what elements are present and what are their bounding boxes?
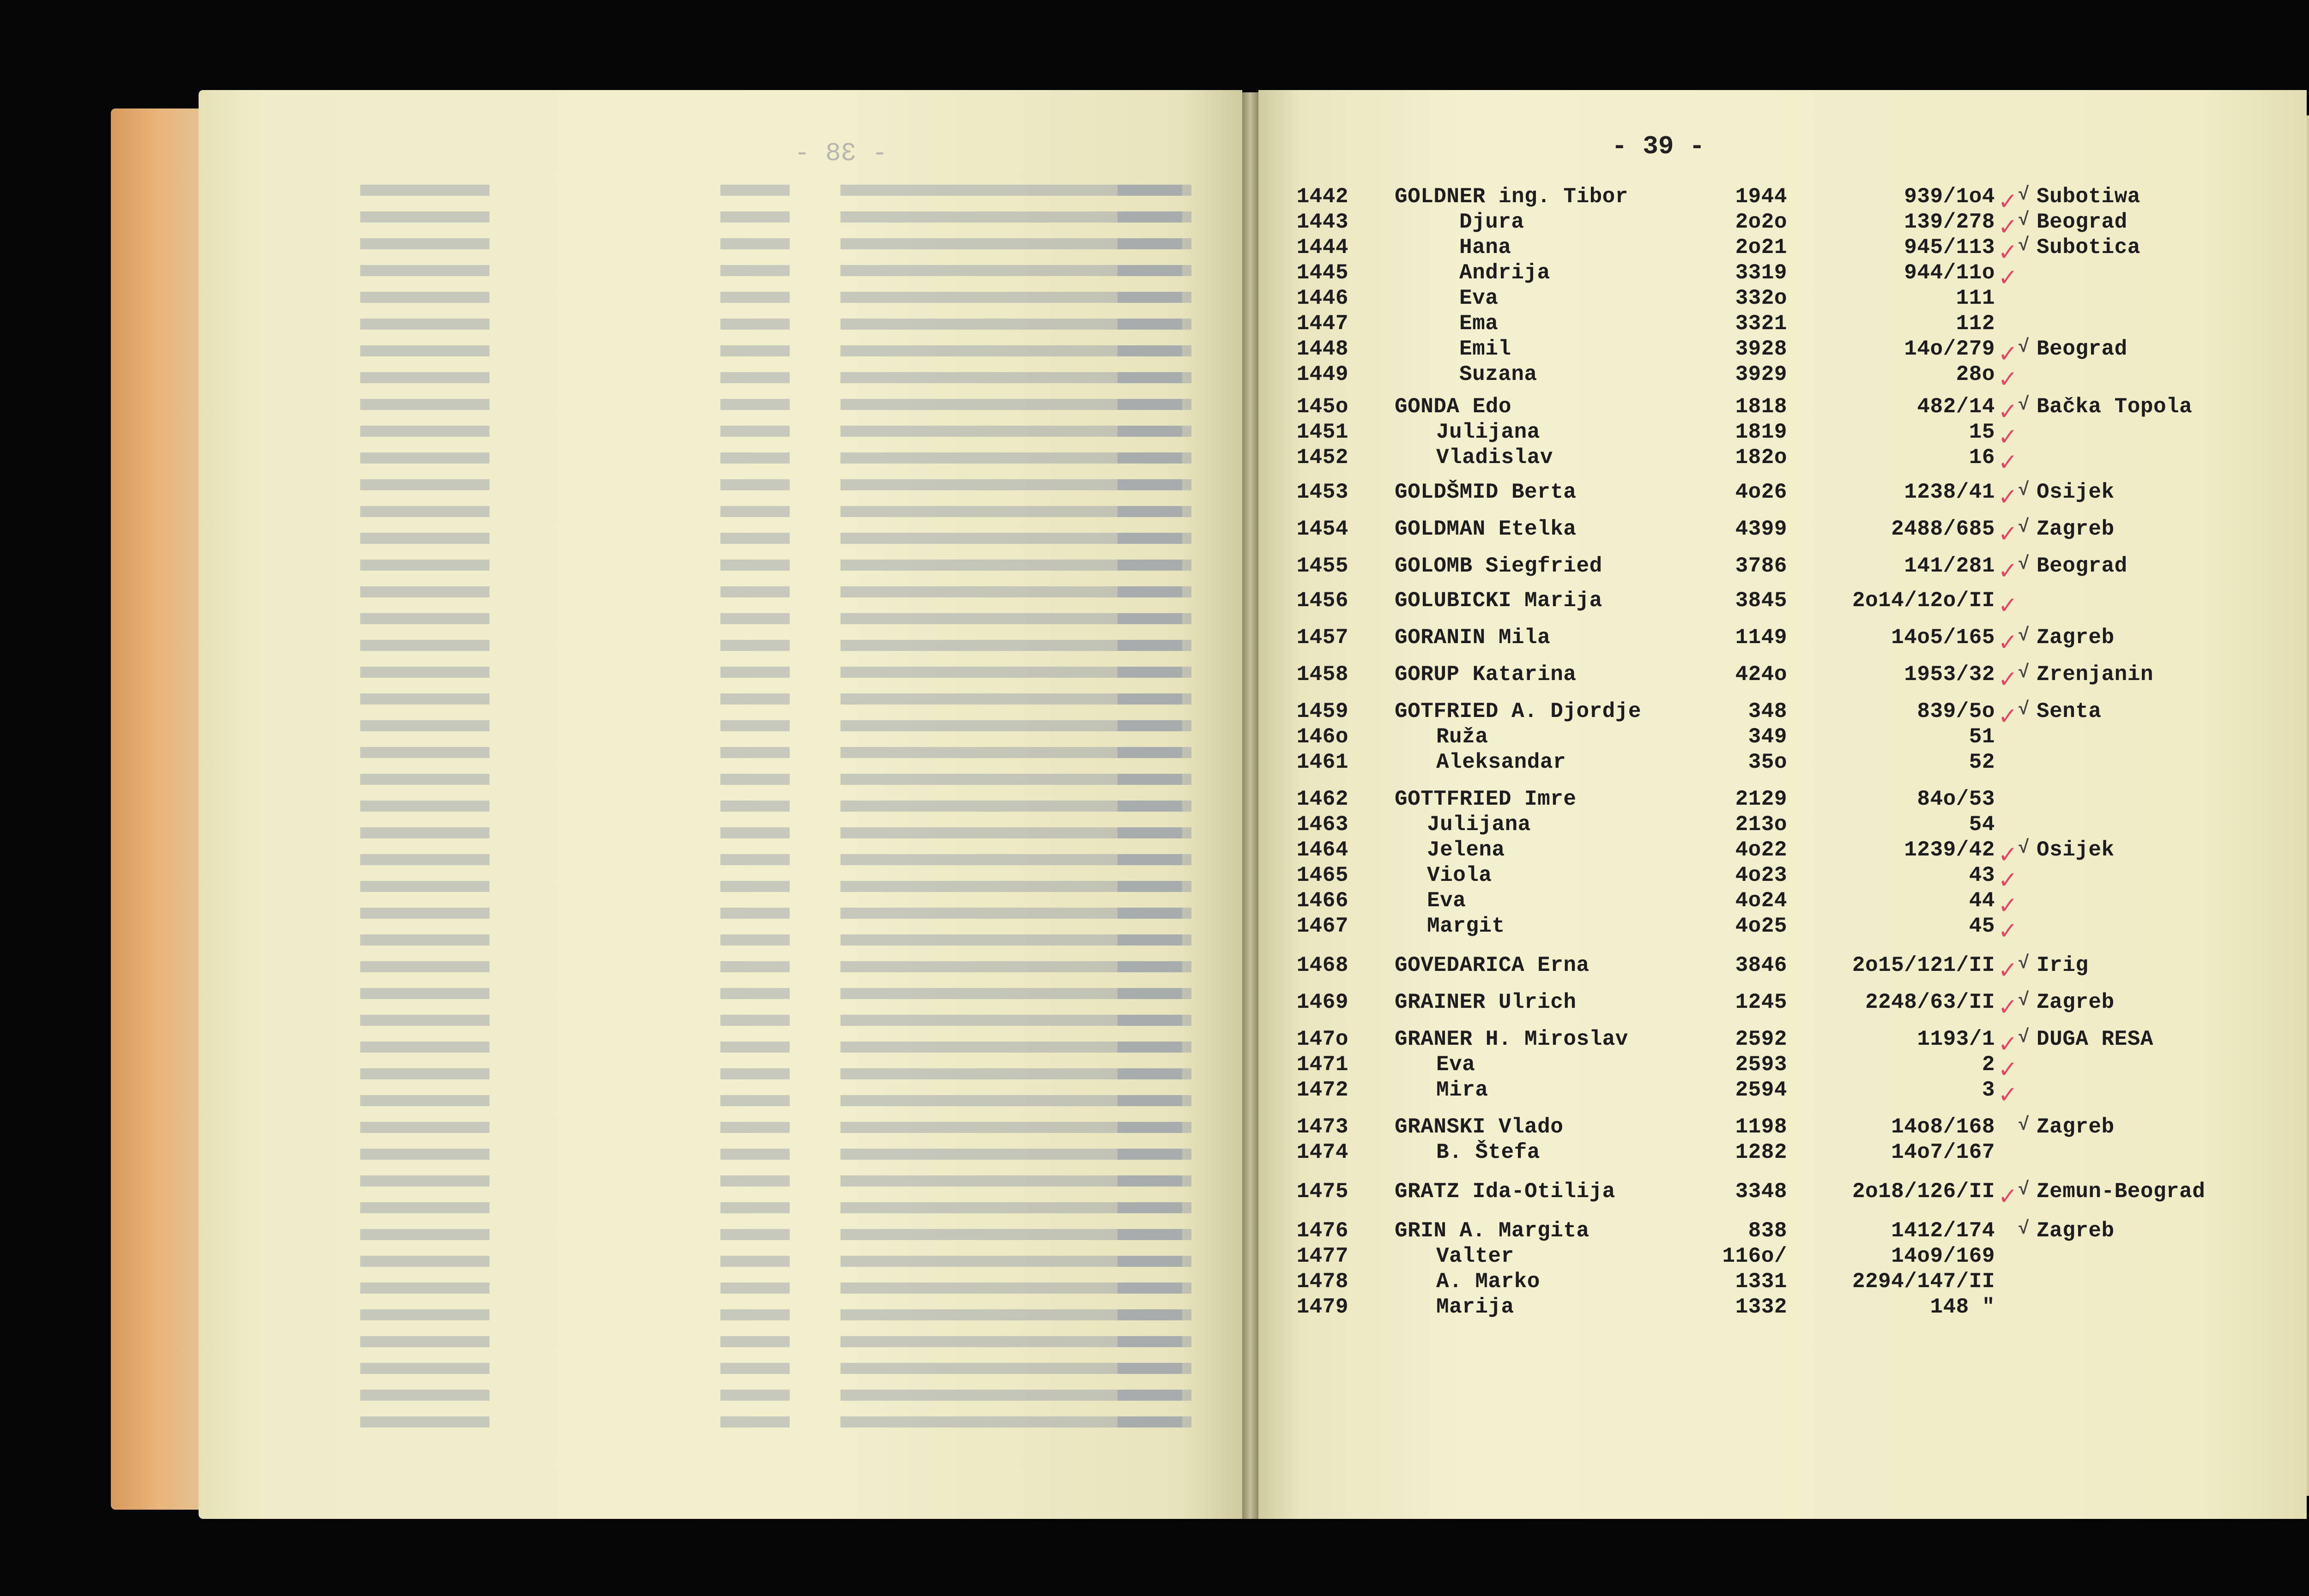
entry-id: 1149 <box>1735 626 1787 650</box>
entry-place: Beograd <box>2037 337 2128 361</box>
entry-place: Beograd <box>2037 554 2128 578</box>
red-check-icon: ✓ <box>2000 188 2016 218</box>
red-check-icon: ✓ <box>2000 264 2016 294</box>
tick-mark-icon: √ <box>2018 1180 2030 1200</box>
entry-reference: 14o/279 <box>1904 337 1995 361</box>
entry-reference: 139/278 <box>1904 210 1995 234</box>
register-row <box>1288 1078 2304 1111</box>
entry-number: 1466 <box>1296 889 1348 913</box>
entry-id: 3786 <box>1735 554 1787 578</box>
entry-number: 1449 <box>1296 362 1348 386</box>
entry-id: 182o <box>1735 446 1787 470</box>
entry-name: GOTFRIED A. Djordje <box>1395 699 1641 723</box>
entry-reference: 1238/41 <box>1904 480 1995 504</box>
entry-reference: 939/1o4 <box>1904 185 1995 209</box>
register-row <box>1288 1027 2304 1060</box>
entry-reference: 839/5o <box>1917 699 1995 723</box>
entry-name: GOLDŠMID Berta <box>1395 480 1577 504</box>
entry-name: GORUP Katarina <box>1395 662 1577 687</box>
entry-number: 1456 <box>1296 589 1348 613</box>
entry-id: 1198 <box>1735 1115 1787 1139</box>
register-row <box>1288 750 2304 777</box>
entry-name: GOVEDARICA Erna <box>1395 953 1590 977</box>
register-row <box>1288 953 2304 987</box>
entry-id: 35o <box>1748 750 1787 774</box>
tick-mark-icon: √ <box>2018 838 2030 859</box>
tick-mark-icon: √ <box>2018 953 2030 974</box>
entry-id: 1331 <box>1735 1270 1787 1294</box>
entry-name: Suzana <box>1459 362 1537 386</box>
tick-mark-icon: √ <box>2018 1027 2030 1048</box>
entry-name: Eva <box>1459 286 1499 310</box>
register-row <box>1288 362 2304 396</box>
register-row <box>1288 1270 2304 1296</box>
register-row <box>1288 838 2304 871</box>
entry-place: Irig <box>2037 953 2089 977</box>
entry-place: DUGA RESA <box>2037 1027 2153 1051</box>
entry-number: 1446 <box>1296 286 1348 310</box>
entry-id: 2593 <box>1735 1053 1787 1077</box>
entry-reference: 2294/147/II <box>1852 1270 1995 1294</box>
register-row <box>1288 235 2304 269</box>
entry-number: 1463 <box>1296 813 1348 837</box>
entry-id: 3846 <box>1735 953 1787 977</box>
entry-id: 4o22 <box>1735 838 1787 862</box>
entry-id: 3348 <box>1735 1180 1787 1204</box>
entry-place: Zagreb <box>2037 1219 2115 1243</box>
entry-name: Aleksandar <box>1436 750 1566 774</box>
register-row <box>1288 1295 2304 1322</box>
entry-reference: 1953/32 <box>1904 662 1995 687</box>
red-check-icon: ✓ <box>2000 892 2016 922</box>
red-check-icon: ✓ <box>2000 557 2016 587</box>
tick-mark-icon: √ <box>2018 662 2030 683</box>
register-row <box>1288 395 2304 428</box>
entry-name: Vladislav <box>1436 446 1553 470</box>
entry-id: 3321 <box>1735 312 1787 336</box>
entry-id: 116o/ <box>1722 1244 1787 1268</box>
register-row <box>1288 1219 2304 1246</box>
register-table <box>1288 185 2304 1454</box>
red-check-icon: ✓ <box>2000 423 2016 453</box>
entry-number: 1471 <box>1296 1053 1348 1077</box>
entry-name: A. Marko <box>1436 1270 1540 1294</box>
register-row <box>1288 261 2304 294</box>
red-check-icon: ✓ <box>2000 1183 2016 1213</box>
red-check-icon: ✓ <box>2000 340 2016 370</box>
entry-id: 2129 <box>1735 787 1787 811</box>
entry-reference: 2 <box>1982 1053 1995 1077</box>
register-row <box>1288 1115 2304 1142</box>
entry-number: 1455 <box>1296 554 1348 578</box>
register-row <box>1288 863 2304 897</box>
entry-name: Julijana <box>1427 813 1531 837</box>
entry-reference: 2248/63/II <box>1865 990 1995 1014</box>
entry-place: Osijek <box>2037 480 2115 504</box>
red-check-icon: ✓ <box>2000 1056 2016 1086</box>
entry-place: Zagreb <box>2037 626 2115 650</box>
tick-mark-icon: √ <box>2018 235 2030 256</box>
entry-name: GRAINER Ulrich <box>1395 990 1577 1014</box>
entry-id: 2o2o <box>1735 210 1787 234</box>
entry-place: Subotiwa <box>2037 185 2140 209</box>
entry-id: 4o24 <box>1735 889 1787 913</box>
entry-id: 4o23 <box>1735 863 1787 887</box>
entry-reference: 2o14/12o/II <box>1852 589 1995 613</box>
entry-name: Hana <box>1459 235 1511 259</box>
entry-number: 1458 <box>1296 662 1348 687</box>
entry-reference: 14o8/168 <box>1891 1115 1995 1139</box>
entry-reference: 482/14 <box>1917 395 1995 419</box>
register-row <box>1288 286 2304 313</box>
entry-name: GOLDMAN Etelka <box>1395 517 1577 541</box>
entry-place: Osijek <box>2037 838 2115 862</box>
entry-number: 1467 <box>1296 914 1348 938</box>
bleed-through-col-4 <box>1118 175 1191 1431</box>
entry-name: GOLDNER ing. Tibor <box>1395 185 1628 209</box>
register-row <box>1288 725 2304 752</box>
entry-name: GOLOMB Siegfried <box>1395 554 1602 578</box>
entry-reference: 14o7/167 <box>1891 1140 1995 1164</box>
entry-id: 3929 <box>1735 362 1787 386</box>
entry-name: Andrija <box>1459 261 1550 285</box>
entry-reference: 2o15/121/II <box>1852 953 1995 977</box>
right-page-number: - 39 - <box>1612 132 1705 161</box>
register-row <box>1288 337 2304 370</box>
red-check-icon: ✓ <box>2000 957 2016 987</box>
tick-mark-icon: √ <box>2018 990 2030 1011</box>
entry-id: 1944 <box>1735 185 1787 209</box>
entry-reference: 1193/1 <box>1917 1027 1995 1051</box>
register-row <box>1288 914 2304 947</box>
entry-number: 1468 <box>1296 953 1348 977</box>
entry-number: 1469 <box>1296 990 1348 1014</box>
register-row <box>1288 1244 2304 1271</box>
register-row <box>1288 626 2304 659</box>
red-check-icon: ✓ <box>2000 629 2016 659</box>
entry-id: 4o25 <box>1735 914 1787 938</box>
entry-id: 1818 <box>1735 395 1787 419</box>
bleed-through-col-2 <box>720 175 790 1431</box>
entry-number: 1476 <box>1296 1219 1348 1243</box>
entry-reference: 14o5/165 <box>1891 626 1995 650</box>
entry-number: 1451 <box>1296 420 1348 444</box>
entry-number: 1465 <box>1296 863 1348 887</box>
entry-reference: 43 <box>1969 863 1995 887</box>
red-check-icon: ✓ <box>2000 1030 2016 1060</box>
red-check-icon: ✓ <box>2000 917 2016 947</box>
red-check-icon: ✓ <box>2000 449 2016 479</box>
register-row <box>1288 787 2304 814</box>
register-row <box>1288 699 2304 733</box>
tick-mark-icon: √ <box>2018 554 2030 575</box>
red-check-icon: ✓ <box>2000 366 2016 396</box>
red-check-icon: ✓ <box>2000 841 2016 871</box>
entry-reference: 141/281 <box>1904 554 1995 578</box>
register-row <box>1288 210 2304 243</box>
tick-mark-icon: √ <box>2018 480 2030 501</box>
entry-id: 332o <box>1735 286 1787 310</box>
entry-name: GRATZ Ida-Otilija <box>1395 1180 1615 1204</box>
entry-number: 1443 <box>1296 210 1348 234</box>
entry-id: 1332 <box>1735 1295 1787 1319</box>
red-check-icon: ✓ <box>2000 994 2016 1024</box>
entry-number: 1474 <box>1296 1140 1348 1164</box>
entry-reference: 51 <box>1969 725 1995 749</box>
entry-name: B. Štefa <box>1436 1140 1540 1164</box>
register-row <box>1288 480 2304 513</box>
red-check-icon: ✓ <box>2000 867 2016 897</box>
entry-id: 3845 <box>1735 589 1787 613</box>
entry-number: 1452 <box>1296 446 1348 470</box>
entry-reference: 944/11o <box>1904 261 1995 285</box>
entry-place: Bačka Topola <box>2037 395 2193 419</box>
entry-place: Subotica <box>2037 235 2140 259</box>
entry-id: 4o26 <box>1735 480 1787 504</box>
register-row <box>1288 1053 2304 1086</box>
entry-id: 2o21 <box>1735 235 1787 259</box>
entry-place: Zagreb <box>2037 1115 2115 1139</box>
entry-id: 349 <box>1748 725 1787 749</box>
register-row <box>1288 420 2304 453</box>
entry-number: 1457 <box>1296 626 1348 650</box>
register-row <box>1288 185 2304 218</box>
entry-id: 424o <box>1735 662 1787 687</box>
register-row <box>1288 517 2304 550</box>
register-row <box>1288 889 2304 922</box>
entry-number: 1445 <box>1296 261 1348 285</box>
register-row <box>1288 554 2304 587</box>
register-row <box>1288 662 2304 696</box>
entry-name: Ema <box>1459 312 1499 336</box>
red-check-icon: ✓ <box>2000 703 2016 733</box>
entry-place: Zagreb <box>2037 517 2115 541</box>
entry-number: 1475 <box>1296 1180 1348 1204</box>
entry-reference: 112 <box>1956 312 1995 336</box>
red-check-icon: ✓ <box>2000 520 2016 550</box>
entry-reference: 16 <box>1969 446 1995 470</box>
entry-number: 1448 <box>1296 337 1348 361</box>
entry-reference: 148 " <box>1930 1295 1995 1319</box>
entry-reference: 945/113 <box>1904 235 1995 259</box>
entry-id: 348 <box>1748 699 1787 723</box>
register-row <box>1288 813 2304 839</box>
red-check-icon: ✓ <box>2000 592 2016 622</box>
entry-id: 838 <box>1748 1219 1787 1243</box>
entry-reference: 1239/42 <box>1904 838 1995 862</box>
entry-number: 1442 <box>1296 185 1348 209</box>
register-row <box>1288 589 2304 622</box>
red-check-icon: ✓ <box>2000 666 2016 696</box>
red-check-icon: ✓ <box>2000 213 2016 243</box>
entry-number: 1459 <box>1296 699 1348 723</box>
register-row <box>1288 446 2304 479</box>
entry-id: 1819 <box>1735 420 1787 444</box>
register-row <box>1288 1180 2304 1213</box>
entry-name: GOTTFRIED Imre <box>1395 787 1577 811</box>
entry-id: 213o <box>1735 813 1787 837</box>
entry-reference: 14o9/169 <box>1891 1244 1995 1268</box>
entry-reference: 2o18/126/II <box>1852 1180 1995 1204</box>
entry-number: 1478 <box>1296 1270 1348 1294</box>
entry-name: GRIN A. Margita <box>1395 1219 1590 1243</box>
entry-name: Margit <box>1427 914 1505 938</box>
entry-reference: 44 <box>1969 889 1995 913</box>
entry-name: Djura <box>1459 210 1524 234</box>
tick-mark-icon: √ <box>2018 1219 2030 1240</box>
entry-reference: 52 <box>1969 750 1995 774</box>
entry-name: Jelena <box>1427 838 1505 862</box>
entry-id: 3928 <box>1735 337 1787 361</box>
entry-id: 4399 <box>1735 517 1787 541</box>
entry-place: Senta <box>2037 699 2102 723</box>
entry-reference: 28o <box>1956 362 1995 386</box>
entry-name: Valter <box>1436 1244 1514 1268</box>
entry-name: GORANIN Mila <box>1395 626 1551 650</box>
entry-reference: 54 <box>1969 813 1995 837</box>
entry-id: 3319 <box>1735 261 1787 285</box>
entry-number: 1461 <box>1296 750 1348 774</box>
entry-reference: 1412/174 <box>1891 1219 1995 1243</box>
tick-mark-icon: √ <box>2018 395 2030 416</box>
entry-number: 1464 <box>1296 838 1348 862</box>
entry-name: Eva <box>1427 889 1466 913</box>
tick-mark-icon: √ <box>2018 337 2030 358</box>
entry-id: 1245 <box>1735 990 1787 1014</box>
book-gutter <box>1242 92 1258 1519</box>
tick-mark-icon: √ <box>2018 1115 2030 1136</box>
entry-id: 1282 <box>1735 1140 1787 1164</box>
register-row <box>1288 312 2304 338</box>
entry-name: Julijana <box>1436 420 1540 444</box>
entry-number: 1462 <box>1296 787 1348 811</box>
red-check-icon: ✓ <box>2000 483 2016 513</box>
red-check-icon: ✓ <box>2000 398 2016 428</box>
left-page-number: - 38 - <box>794 139 888 168</box>
entry-number: 1472 <box>1296 1078 1348 1102</box>
entry-number: 1453 <box>1296 480 1348 504</box>
entry-number: 147o <box>1296 1027 1348 1051</box>
entry-name: Ruža <box>1436 725 1488 749</box>
entry-reference: 15 <box>1969 420 1995 444</box>
register-row <box>1288 990 2304 1024</box>
entry-name: Viola <box>1427 863 1492 887</box>
entry-number: 1454 <box>1296 517 1348 541</box>
entry-name: Eva <box>1436 1053 1475 1077</box>
tick-mark-icon: √ <box>2018 626 2030 646</box>
entry-place: Zagreb <box>2037 990 2115 1014</box>
red-check-icon: ✓ <box>2000 239 2016 269</box>
entry-reference: 111 <box>1956 286 1995 310</box>
entry-reference: 3 <box>1982 1078 1995 1102</box>
entry-name: Emil <box>1459 337 1511 361</box>
entry-id: 2592 <box>1735 1027 1787 1051</box>
entry-id: 2594 <box>1735 1078 1787 1102</box>
tick-mark-icon: √ <box>2018 185 2030 205</box>
entry-number: 1473 <box>1296 1115 1348 1139</box>
entry-number: 1447 <box>1296 312 1348 336</box>
entry-name: GONDA Edo <box>1395 395 1511 419</box>
entry-reference: 2488/685 <box>1891 517 1995 541</box>
entry-name: GRANSKI Vlado <box>1395 1115 1564 1139</box>
tick-mark-icon: √ <box>2018 699 2030 720</box>
entry-reference: 84o/53 <box>1917 787 1995 811</box>
entry-name: GRANER H. Miroslav <box>1395 1027 1628 1051</box>
register-row <box>1288 1140 2304 1167</box>
entry-place: Zrenjanin <box>2037 662 2153 687</box>
bleed-through-col-1 <box>360 175 490 1431</box>
entry-name: GOLUBICKI Marija <box>1395 589 1602 613</box>
tick-mark-icon: √ <box>2018 517 2030 538</box>
entry-number: 1444 <box>1296 235 1348 259</box>
entry-place: Zemun-Beograd <box>2037 1180 2206 1204</box>
entry-reference: 45 <box>1969 914 1995 938</box>
entry-name: Marija <box>1436 1295 1514 1319</box>
entry-number: 145o <box>1296 395 1348 419</box>
entry-name: Mira <box>1436 1078 1488 1102</box>
entry-place: Beograd <box>2037 210 2128 234</box>
entry-number: 1479 <box>1296 1295 1348 1319</box>
red-check-icon: ✓ <box>2000 1081 2016 1111</box>
entry-number: 146o <box>1296 725 1348 749</box>
tick-mark-icon: √ <box>2018 210 2030 231</box>
entry-number: 1477 <box>1296 1244 1348 1268</box>
